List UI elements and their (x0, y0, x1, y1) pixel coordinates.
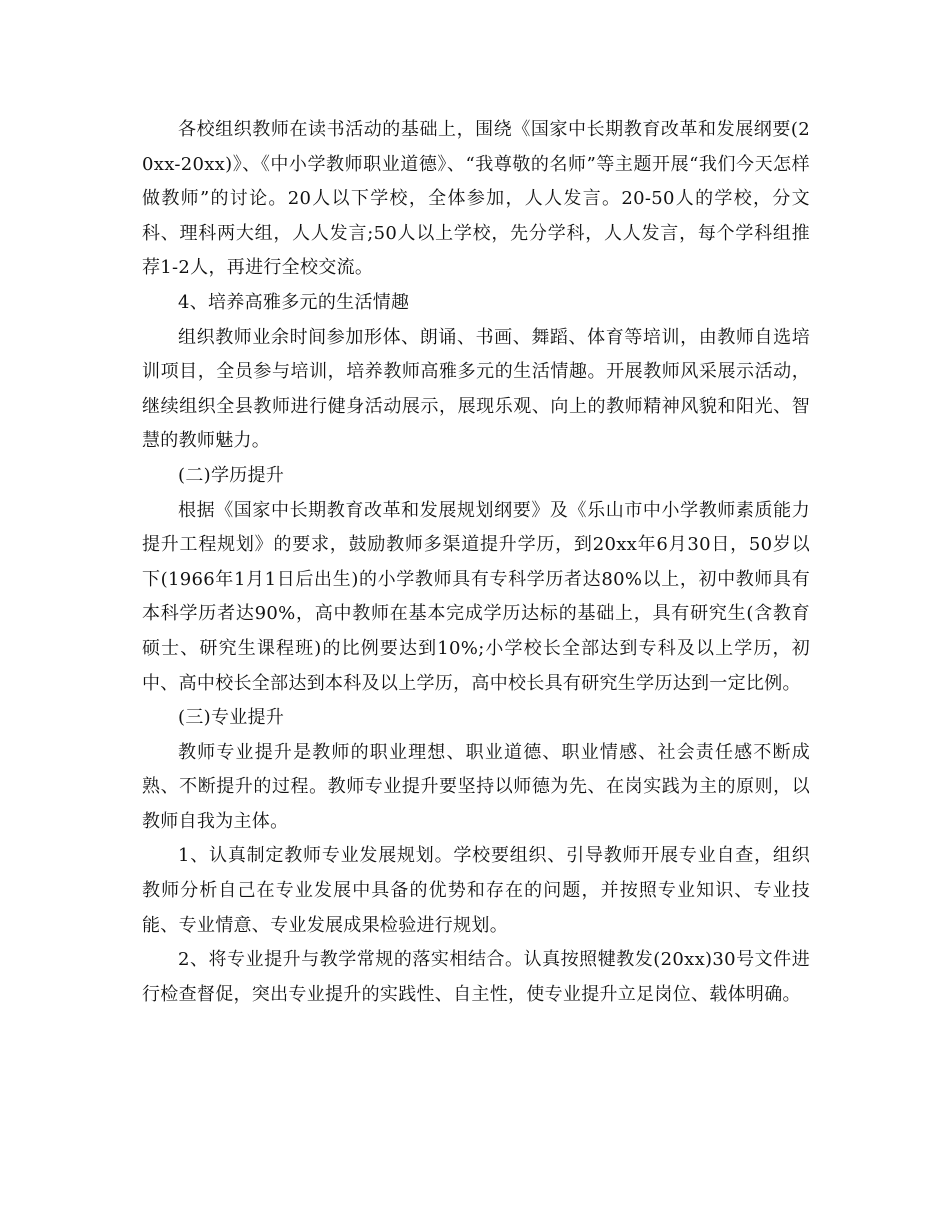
paragraph-education-targets: 根据《国家中长期教育改革和发展规划纲要》及《乐山市中小学教师素质能力提升工程规划》的要求，鼓励教师多渠道提升学历，到20xx年6月30日，50岁以下(1966年1月1日后出生)的小学教师具有专科学历者达80%以上，初中教师具有本科学历者达90%，高中教师在基本完成学历达标的基础上，具有研究生(含教育硕士、研究生课程班)的比例要达到10%;小学校长全部达到专科及以上学历，初中、高中校长全部达到本科及以上学历，高中校长具有研究生学历达到一定比例。 (142, 499, 810, 694)
heading-elegant-interests: 4、培养高雅多元的生活情趣 (178, 291, 410, 313)
paragraph-development-plan: 1、认真制定教师专业发展规划。学校要组织、引导教师开展专业自查，组织教师分析自己在专业发展中具备的优势和存在的问题，并按照专业知识、专业技能、专业情意、专业发展成果检验进行规划。 (142, 845, 810, 936)
paragraph-teaching-routine: 2、将专业提升与教学常规的落实相结合。认真按照犍教发(20xx)30号文件进行检查督促，突出专业提升的实践性、自主性，使专业提升立足岗位、载体明确。 (142, 949, 810, 1005)
paragraph-training-activities: 组织教师业余时间参加形体、朗诵、书画、舞蹈、体育等培训，由教师自选培训项目，全员参与培训，培养教师高雅多元的生活情趣。开展教师风采展示活动，继续组织全县教师进行健身活动展示，展现乐观、向上的教师精神风貌和阳光、智慧的教师魅力。 (142, 326, 810, 452)
heading-education-upgrade: (二)学历提升 (178, 464, 285, 486)
paragraph-professional-definition: 教师专业提升是教师的职业理想、职业道德、职业情感、社会责任感不断成熟、不断提升的过程。教师专业提升要坚持以师德为先、在岗实践为主的原则，以教师自我为主体。 (142, 741, 810, 832)
document-body (142, 113, 810, 1012)
paragraph-reading-discussion: 各校组织教师在读书活动的基础上，围绕《国家中长期教育改革和发展纲要(20xx-20xx)》、《中小学教师职业道德》、“我尊敬的名师”等主题开展“我们今天怎样做教师”的讨论。20人以下学校，全体参加，人人发言。20-50人的学校，分文科、理科两大组，人人发言;50人以上学校，先分学科，人人发言，每个学科组推荐1-2人，再进行全校交流。 (142, 119, 810, 279)
heading-professional-upgrade: (三)专业提升 (178, 707, 285, 729)
